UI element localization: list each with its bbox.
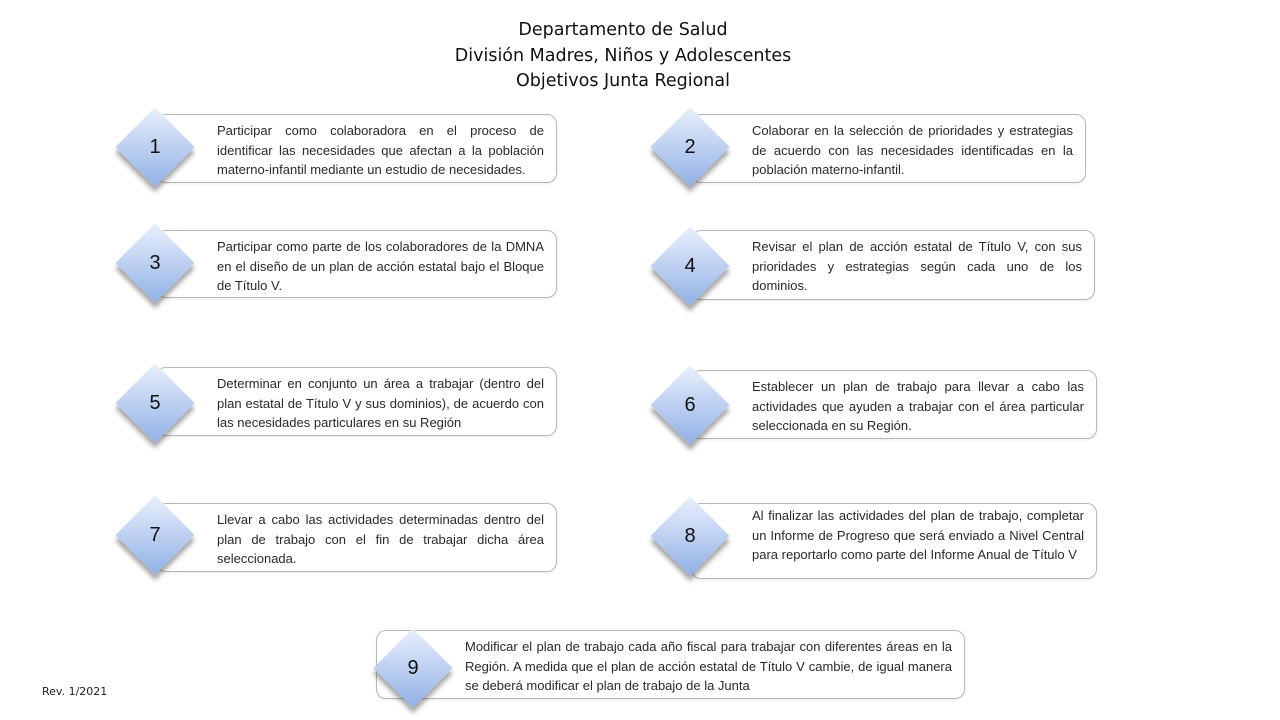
revision-label: Rev. 1/2021: [42, 685, 108, 698]
objective-box-2: [691, 114, 1086, 183]
step-number-2: 2: [684, 136, 696, 158]
objective-text-5: Determinar en conjunto un área a trabajar (dentro del plan estatal de Título V y sus dominios), de acuerdo con las necesidades particulares en su Región: [217, 376, 544, 430]
title-division: División Madres, Niños y Adolescentes: [454, 45, 792, 66]
step-marker-9: [374, 629, 452, 707]
step-number-8: 8: [684, 525, 696, 547]
step-marker-4: [651, 227, 729, 305]
title-objectives: Objetivos Junta Regional: [516, 71, 730, 91]
step-marker-5: [116, 364, 194, 442]
objective-box-7: [156, 503, 557, 572]
objective-text-6: Establecer un plan de trabajo para llevar a cabo las actividades que ayuden a trabajar con el área particular seleccionada en su Región.: [752, 379, 1084, 433]
step-number-4: 4: [684, 255, 696, 277]
objective-box-4: [691, 230, 1095, 300]
step-number-1: 1: [149, 136, 161, 158]
objective-text-1: Participar como colaboradora en el proceso de identificar las necesidades que afectan a la población materno-infantil mediante un estudio de necesidades.: [217, 123, 544, 177]
objective-text-2: Colaborar en la selección de prioridades y estrategias de acuerdo con las necesidades identificadas en la población materno-infantil.: [752, 123, 1073, 177]
objective-box-3: [156, 230, 557, 298]
page-title: [0, 18, 1246, 95]
step-marker-3: [116, 224, 194, 302]
step-marker-7: [116, 496, 194, 574]
objective-text-7: Llevar a cabo las actividades determinadas dentro del plan de trabajo con el fin de trabajar dicha área seleccionada.: [217, 512, 544, 566]
objective-text-8: Al finalizar las actividades del plan de trabajo, completar un Informe de Progreso que será enviado a Nivel Central para reportarlo como parte del Informe Anual de Título V: [752, 508, 1084, 562]
step-marker-8: [651, 497, 729, 575]
step-marker-1: [116, 108, 194, 186]
objective-text-9: Modificar el plan de trabajo cada año fiscal para trabajar con diferentes áreas en la Región. A medida que el plan de acción estatal de Título V cambie, de igual manera se deberá modificar el plan de trabajo de la Junta: [465, 639, 952, 693]
step-number-6: 6: [684, 394, 696, 416]
objective-text-3: Participar como parte de los colaboradores de la DMNA en el diseño de un plan de acción estatal bajo el Bloque de Título V.: [217, 239, 544, 293]
objective-box-9: [376, 630, 965, 699]
objective-box-6: [691, 370, 1097, 439]
step-marker-6: [651, 366, 729, 444]
step-number-5: 5: [149, 392, 161, 414]
step-number-3: 3: [149, 252, 161, 274]
objective-box-1: [156, 114, 557, 183]
objective-box-8: [691, 503, 1097, 579]
objective-box-5: [156, 367, 557, 436]
step-number-9: 9: [407, 657, 419, 679]
title-department: Departamento de Salud: [518, 20, 728, 40]
step-marker-2: [651, 108, 729, 186]
objective-text-4: Revisar el plan de acción estatal de Título V, con sus prioridades y estrategias según cada uno de los dominios.: [752, 239, 1082, 293]
step-number-7: 7: [149, 524, 161, 546]
